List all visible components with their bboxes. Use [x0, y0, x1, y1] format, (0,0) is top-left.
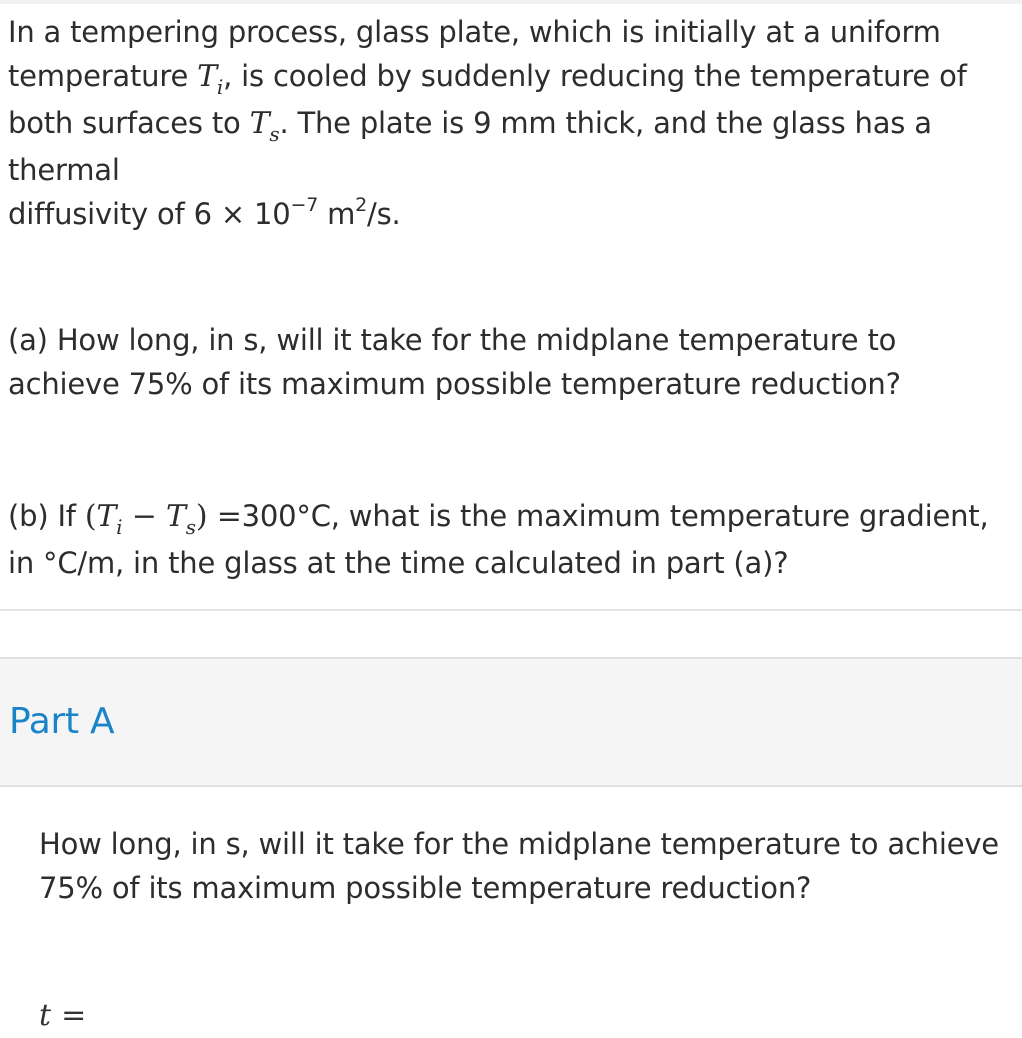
problem-line-2: temperature $T_i$, is cooled by suddenly reducing the temperature of — [8, 59, 967, 99]
symbol-t-s: $T_s$ — [165, 499, 196, 539]
top-rule — [0, 0, 1022, 4]
question-b: (b) If $(T_i - T_s) =300^\circ C$, what is the maximum temperature gradient, in °C/m, in the glass at the time calculated in part (a)? — [8, 499, 989, 580]
part-a-question: How long, in s, will it take for the midplane temperature to achieve 75% of its maximum possible temperature reduction? — [39, 827, 999, 905]
symbol-t-i: $T_i$ — [96, 499, 123, 539]
symbol-t-s: $T_s$ — [249, 106, 280, 146]
problem-line-1: In a tempering process, glass plate, which is initially at a uniform — [8, 15, 941, 49]
problem-statement — [8, 10, 1008, 236]
answer-row — [39, 998, 86, 1038]
part-a-header[interactable] — [0, 657, 1022, 787]
answer-label: t — [39, 998, 52, 1033]
symbol-t-i: $T_i$ — [197, 59, 224, 99]
problem-line-3: both surfaces to $T_s$. The plate is 9 mm thick, and the glass has a thermal — [8, 106, 932, 187]
answer-equals: = — [61, 998, 87, 1033]
part-a-title[interactable]: Part A — [9, 701, 115, 742]
question-a: (a) How long, in s, will it take for the midplane temperature to achieve 75% of its maximum possible temperature reduction? — [8, 323, 901, 401]
problem-line-4: diffusivity of $6 \times 10^{-7}$ $m^2/s$. — [8, 194, 401, 231]
section-divider — [0, 609, 1022, 611]
